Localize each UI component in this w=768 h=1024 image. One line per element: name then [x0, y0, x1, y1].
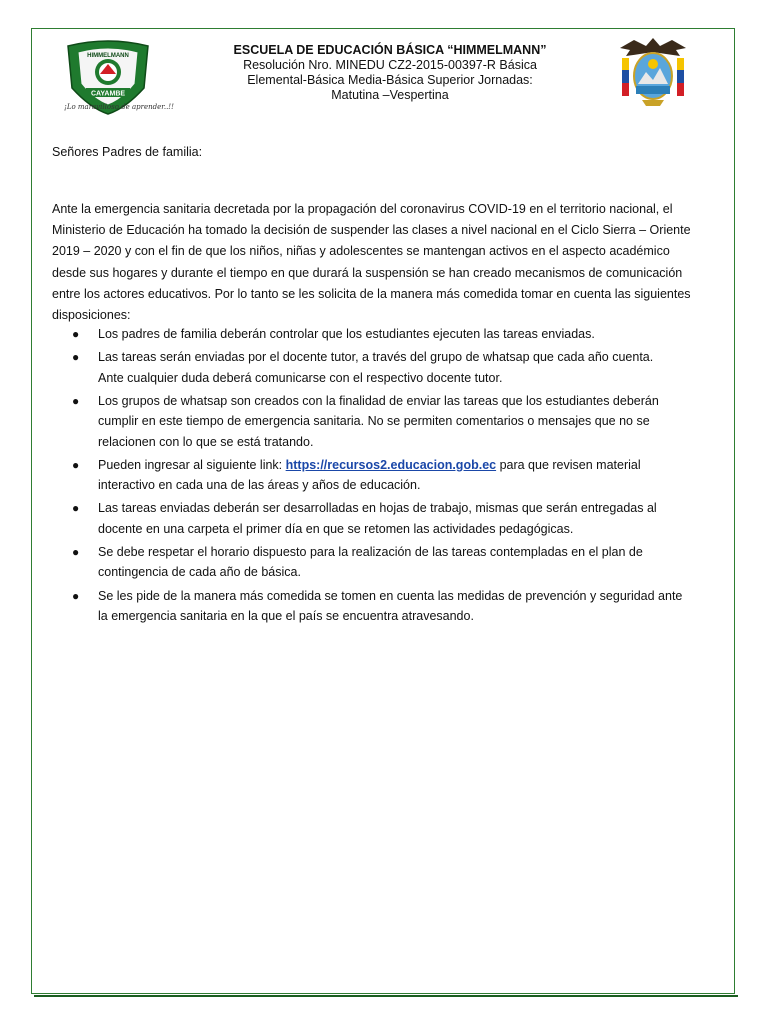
- intro-line: 2019 – 2020 y con el fin de que los niños, niñas y adolescentes se mantengan activos en el aspecto académico: [52, 244, 670, 259]
- intro-line: disposiciones:: [52, 308, 131, 323]
- bullet-icon: ●: [72, 327, 80, 341]
- list-item: ● Pueden ingresar al siguiente link: https://recursos2.educacion.gob.ec para que revisen material interactivo en cada una de las áreas y años de educación.: [52, 455, 705, 496]
- intro-line: entre los actores educativos. Por lo tanto se les solicita de la manera más comedida tomar en cuenta las siguientes: [52, 286, 691, 301]
- intro-paragraph: [52, 199, 705, 326]
- bullet-icon: ●: [72, 544, 80, 559]
- bullet-icon: ●: [72, 393, 80, 408]
- dispositions-list: [52, 324, 705, 629]
- school-header-text: [180, 43, 600, 103]
- bullet-icon: ●: [72, 350, 80, 365]
- list-item: ● Los grupos de whatsap son creados con la finalidad de enviar las tareas que los estudiantes deberán cumplir en este tiempo de emergencia sanitaria. No se permiten comentarios o mensajes que no se relacionen con lo que se está tratando.: [52, 391, 705, 453]
- shifts-line: Matutina –Vespertina: [331, 88, 449, 102]
- intro-line: Ministerio de Educación ha tomado la decisión de suspender las clases a nivel nacional en el Ciclo Sierra – Oriente: [52, 223, 691, 238]
- letterhead: [0, 0, 768, 120]
- bullet-icon: ●: [72, 457, 80, 472]
- logo-motto: ¡Lo maravilloso de aprender..!!: [64, 103, 174, 111]
- resolution-line: Resolución Nro. MINEDU CZ2-2015-00397-R Básica: [243, 58, 537, 72]
- school-name: ESCUELA DE EDUCACIÓN BÁSICA “HIMMELMANN”: [233, 43, 547, 57]
- intro-line: Ante la emergencia sanitaria decretada por la propagación del coronavirus COVID-19 en el territorio nacional, el: [52, 202, 673, 216]
- list-item: ● Se debe respetar el horario dispuesto para la realización de las tareas contempladas en el plan de contingencia de cada año de básica.: [52, 542, 705, 583]
- list-item: ● Se les pide de la manera más comedida se tomen en cuenta las medidas de prevención y seguridad ante la emergencia sanitaria en la que el país se encuentra atravesando.: [52, 586, 705, 627]
- svg-text:CAYAMBE: CAYAMBE: [90, 90, 126, 98]
- levels-line: Elemental-Básica Media-Básica Superior Jornadas:: [247, 73, 533, 87]
- svg-text:HIMMELMANN: HIMMELMANN: [87, 53, 129, 59]
- list-item: ● Los padres de familia deberán controlar que los estudiantes ejecuten las tareas enviadas.: [52, 324, 705, 345]
- bullet-icon: ●: [72, 501, 80, 516]
- list-item: ● Las tareas serán enviadas por el docente tutor, a través del grupo de whatsap que cada año cuenta. Ante cualquier duda deberá comunicarse con el respectivo docente tutor.: [52, 347, 705, 388]
- recursos-link[interactable]: https://recursos2.educacion.gob.ec: [285, 457, 497, 472]
- ecuador-coat-of-arms-icon: [616, 34, 690, 110]
- list-item: ● Las tareas enviadas deberán ser desarrolladas en hojas de trabajo, mismas que serán entregadas al docente en una carpeta el primer día en que se retomen las actividades pedagógicas.: [52, 498, 705, 539]
- intro-line: desde sus hogares y durante el tiempo en que durará la suspensión se han creado mecanismos de comunicación: [52, 265, 683, 280]
- bullet-icon: ●: [72, 588, 80, 603]
- greeting: Señores Padres de familia:: [52, 145, 203, 159]
